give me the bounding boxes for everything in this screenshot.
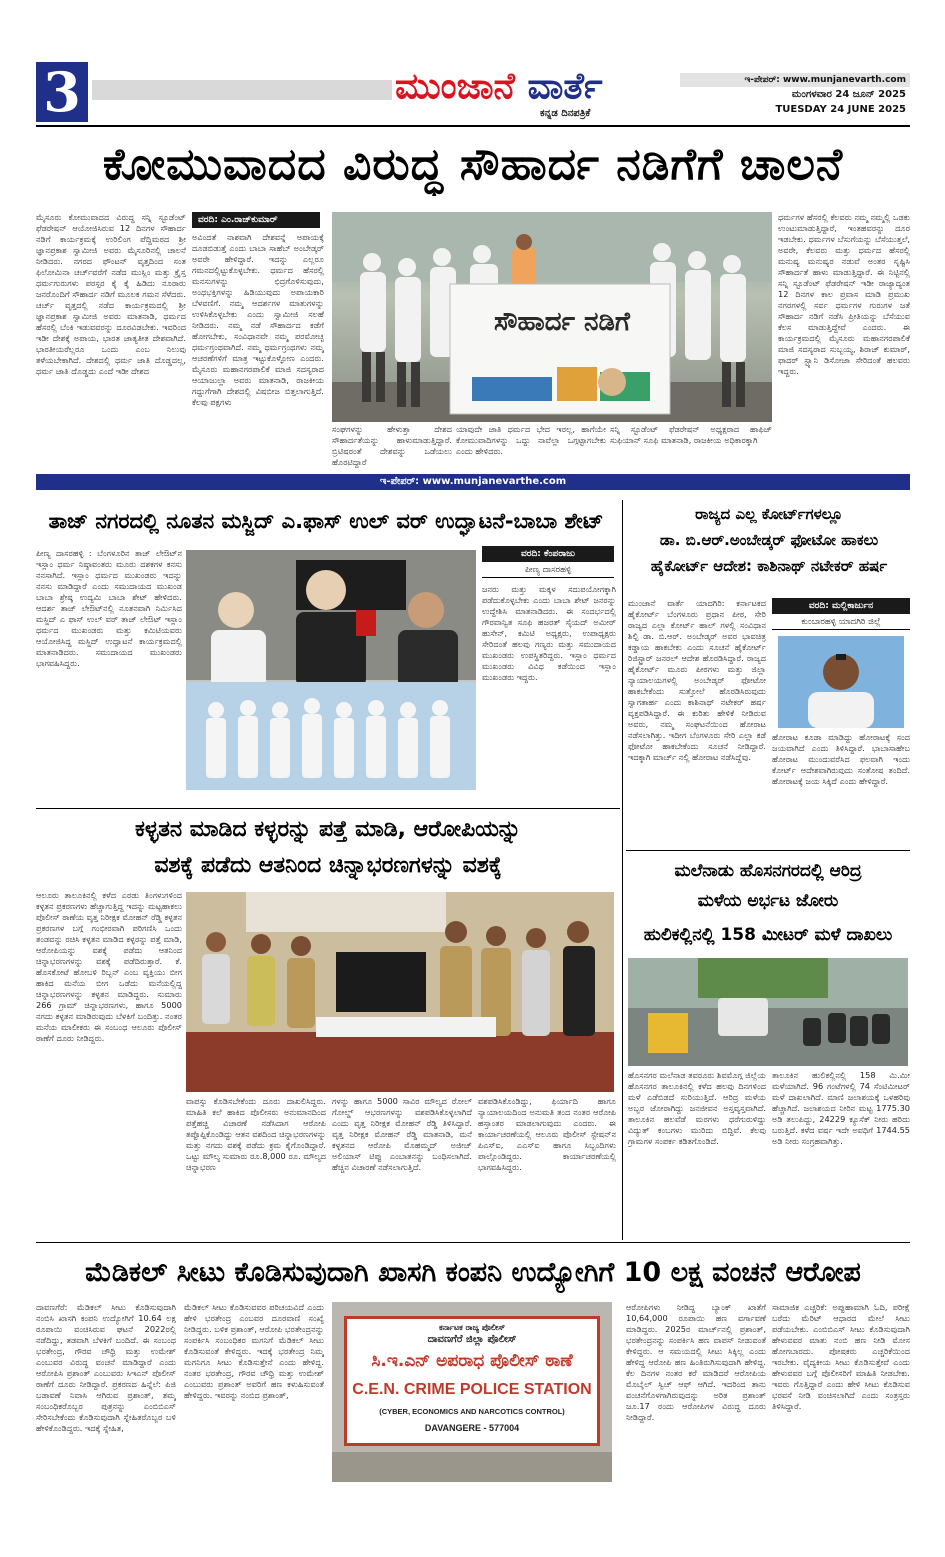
police-photo: [186, 892, 614, 1092]
article3-byline-place: ಕುಂಬಾರಹಳ್ಳಿ ಯಾದಗಿರಿ ಜಿಲ್ಲೆ: [772, 615, 910, 630]
article5-top-rule: [626, 850, 910, 851]
article3-col1: ಮುಂಜಾನೆ ವಾರ್ತೆ ಯಾದಗಿರಿ: ಕರ್ನಾಟಕದ ಹೈಕೋರ್ಟ್ ಬೆಂಗಳೂರು ಪ್ರಧಾನ ಪೀಠ, ಸೇರಿ ರಾಜ್ಯದ ಎಲ್ಲಾ ಕೋರ್ಟ್ ಹಾಲ್ ಗಳಲ್ಲಿ ಸಂವಿಧಾನ ಶಿಲ್ಪಿ ಡಾ. ಬಿ.ಆರ್. ಅಂಬೇಡ್ಕರ್ ಅವರ ಭಾವಚಿತ್ರ ಕಡ್ಡಾಯ ಹಾಕಬೇಕು ಎಂದು ಸೂಚನೆ ಹೈಕೋರ್ಟ್ ರಿಜಿಸ್ಟ್ರಾರ್ ಜನರಲ್ ಆದೇಶ ಹೊರಡಿಸಿದ್ದಾರೆ. ರಾಜ್ಯದ ಹೈಕೋರ್ಟ್ ಮೂರು ಪೀಠಗಳು ಮತ್ತು ಜಿಲ್ಲಾ ನ್ಯಾಯಾಲಯಗಳಲ್ಲಿ ಅಂಬೇಡ್ಕರ್ ಫೋಟೋ ಹಾಕಬೇಕೆಂದು ಸುತ್ತೋಲೆ ಹೊರಡಿಸಿರುವುದು ಸ್ವಾಗತಾರ್ಹ ಎಂದು ಕಾಶಿನಾಥ್ ನಟೇಕರ್ ಹರ್ಷ ವ್ಯಕ್ತಪಡಿಸಿದ್ದಾರೆ. ಈ ಕುರಿತು ಹೇಳಿಕೆ ನೀಡಿರುವ ಅವರು, ನಮ್ಮ ಸಂಘಟನೆಯಿಂದ ಹೋರಾಟ ನಡೆಸಲಾಗಿತ್ತು. ಇದೀಗ ಬೆಂಗಳೂರು ಸೇರಿ ಎಲ್ಲಾ ಕಡೆ ಫೋಟೋ ಹಾಕಬೇಕೆಂದು ಸೂಚನೆ ನೀಡಿದ್ದಾರೆ. ಇದಕ್ಕಾಗಿ ಮಾರ್ಚ್ ನಲ್ಲಿ ಹೋರಾಟ ನಡೆಸಿದ್ದೆವು.: [628, 598, 766, 762]
masthead-date-english: TUESDAY 24 JUNE 2025: [775, 104, 906, 115]
article6-headline: ಮೆಡಿಕಲ್ ಸೀಟು ಕೊಡಿಸುವುದಾಗಿ ಖಾಸಗಿ ಕಂಪನಿ ಉದ್ಯೋಗಿಗೆ 10 ಲಕ್ಷ ವಂಚನೆ ಆರೋಪ: [85, 1257, 861, 1288]
article2-col1: ಪೀಣ್ಯ ದಾಸರಹಳ್ಳಿ : ಬೆಂಗಳೂರಿನ ತಾಜ್ ಲೇಔಟ್‌ನ ಇಸ್ಲಾಂ ಧರ್ಮ ನಿಷ್ಠಾವಂತರು ಮೂರು ದಶಕಗಳ ಕನಸು ನನಸಾಗಿದೆ. ಇಸ್ಲಾಂ ಧರ್ಮದ ಮುಖಂಡರು ಇದನ್ನು ನನಸು ಮಾಡಿದ್ದಾರೆ ಎಂದು ಸಮುದಾಯದ ಮುಖಂಡ ಬಾಬಾ ಶ್ರೇಷ್ಠ ಉದ್ಯಮಿ ಬಾಬಾ ಶೇಟ್ ಹೇಳಿದರು. ಆದರ್ಶ ತಾಜ್ ಲೇಔಟ್‌ನಲ್ಲಿ ನೂತನವಾಗಿ ನಿರ್ಮಿಸಿದ ಮಸ್ಜಿದ್ ಎ ಫಾಸ್ ಉಲ್ ವರ್ ತಾಜ್ ಲೇಔಟ್ ಇಸ್ಲಾಂ ಧರ್ಮದ ಮುಖಂಡರು ಮತ್ತು ಕಮಿಟಿಯವರು ಆಯೋಜಿಸಿದ್ದ ಮಸ್ಜಿದ್ ಉದ್ಘಾಟನೆ ಕಾರ್ಯಕ್ರಮದಲ್ಲಿ ಮಾತನಾಡಿದರು. ಸಮುದಾಯದ ಮುಖಂಡರು ಭಾಗವಹಿಸಿದ್ದರು.: [36, 548, 182, 668]
masthead-left-rule: [92, 80, 392, 100]
epaper-bar[interactable]: ಇ-ಪೇಪರ್: www.munjanevarthe.com: [36, 474, 910, 490]
masthead-rule: [36, 125, 910, 127]
kashinath-photo-art: [778, 636, 904, 728]
article4-top-rule: [36, 808, 620, 809]
masthead-subtitle: ಕನ್ನಡ ದಿನಪತ್ರಿಕೆ: [540, 108, 591, 119]
article4-col4: ವಶಪಡಿಸಿಕೊಂಡಿದ್ದು, ಫಿರ್ಯಾದಿ ಹಾಗೂ ನ್ಯಾಯಾಲಯದಿಂದ ಅನುಮತಿ ತಂದ ನಂತರ ಆರೋಪಿ ಹಸ್ತಾಂತರ ಮಾಡಲಾಗುವುದು ಎಂದರು. ಈ ಕಾರ್ಯಾಚರಣೆಯಲ್ಲಿ ಆಲೂರು ಪೊಲೀಸ್ ಸ್ಟೇಷನ್‌ನ ಪಿಎಸ್‌ಐ, ಎಎಸ್‌ಐ ಹಾಗೂ ಸಿಬ್ಬಂದಿಗಳು ಪಾಲ್ಗೊಂಡಿದ್ದರು. ಕಾರ್ಯಾಚರಣೆಯಲ್ಲಿ ಭಾಗವಹಿಸಿದ್ದರು.: [478, 1096, 616, 1172]
article6-col2: ಮೆಡಿಕಲ್ ಸೀಟು ಕೊಡಿಸುವವರ ಪರಿಚಯವಿದೆ ಎಂದು ಹೇಳಿ ಭರತೇಂದ್ರ ಎಂಬವರ ದೂರವಾಣಿ ಸಂಖ್ಯೆ ನೀಡಿದ್ದರು. ಬಳಿಕ ಪ್ರಶಾಂತ್, ಆರೋಪಿ ಭರತೇಂದ್ರನನ್ನು ಸಂಪರ್ಕಿಸಿ ಸಂಬಂಧಿಕರ ಮಗನಿಗೆ ಮೆಡಿಕಲ್ ಸೀಟು ಕೊಡಿಸುವಂತೆ ಕೇಳಿದ್ದರು. ಇದಕ್ಕೆ ಭರತೇಂದ್ರ ನಿಮ್ಮ ಮಗನಿಗೂ ಸೀಟು ಕೊಡಿಸುತ್ತೇನೆ ಎಂದು ಹೇಳಿದ್ದ. ನಂತರ ಭರತೇಂದ್ರ, ಗೌರವ ಚೌಧ್ರಿ ಮತ್ತು ಉಮೇಶ್ ಎಂಬುವರು ಪ್ರಶಾಂತ್ ಅವರಿಗೆ ಹಣ ಕಳುಹಿಸುವಂತೆ ಹೇಳಿದ್ದರು. ಇವರನ್ನು ನಂಬಿದ ಪ್ರಶಾಂತ್,: [184, 1302, 324, 1400]
sign-sub: (CYBER, ECONOMICS AND NARCOTICS CONTROL): [379, 1407, 565, 1416]
page-number: 3: [43, 60, 81, 124]
article2-byline: ವರದಿ: ಕೆಂಪರಾಜು: [482, 546, 614, 562]
article1-headline: ಕೋಮುವಾದದ ವಿರುದ್ಧ ಸೌಹಾರ್ದ ನಡಿಗೆಗೆ ಚಾಲನೆ: [102, 139, 844, 190]
police-photo-art: [186, 892, 614, 1092]
masthead-title-blue: ವಾರ್ತೆ: [527, 66, 603, 107]
article6-top-rule: [36, 1242, 910, 1243]
mosque-photo-art: [186, 550, 476, 790]
article3-col2: ಹೋರಾಟ ಕೂಡಾ ಮಾಡಿದ್ದು ಹೋರಾಟಕ್ಕೆ ಸಂದ ಜಯವಾಗಿದೆ ಎಂದು ತಿಳಿಸಿದ್ದಾರೆ. ಭಾಬಾಸಾಹೇಬ ಹೋರಾಟ ಮುಂದುವರೆಸಿದ ಫಲವಾಗಿ ಇಂದು ಕೋರ್ಟ್ ಆದೇಶವಾಗಿರುವುದು ಸಂತೋಷ ತಂದಿದೆ. ಹೋರಾಟಕ್ಕೆ ಜಯ ಸಿಕ್ಕಿದೆ ಎಂದು ಹೇಳಿದ್ದಾರೆ.: [772, 732, 910, 786]
rain-photo: [628, 958, 908, 1066]
rain-photo-art: [628, 958, 908, 1066]
article6-col1: ದಾವಣಗೆರೆ: ಮೆಡಿಕಲ್ ಸೀಟು ಕೊಡಿಸುವುದಾಗಿ ನಂಬಿಸಿ ಖಾಸಗಿ ಕಂಪನಿ ಉದ್ಯೋಗಿಗೆ 10.64 ಲಕ್ಷ ರೂಪಾಯಿ ವಂಚಿಸಿರುವ ಘಟನೆ 2022ರಲ್ಲಿ ನಡೆದಿದ್ದು, ತಡವಾಗಿ ಬೆಳಕಿಗೆ ಬಂದಿದೆ. ಈ ಸಂಬಂಧ ಭರತೇಂದ್ರ, ಗೌರವ ಚೌಧ್ರಿ ಮತ್ತು ಉಮೇಶ್ ಎಂಬುವರ ವಿರುದ್ಧ ವಂಚನೆ ಮಾಡಿದ್ದಾರೆ ಎಂದು ಆರೋಪಿಸಿ ಪ್ರಶಾಂತ್ ಎಂಬುವರು ಸಿಇಎನ್ ಪೊಲೀಸ್ ಠಾಣೆಗೆ ದೂರು ನೀಡಿದ್ದಾರೆ. ಪ್ರಕರಣದ ಹಿನ್ನೆಲೆ: ಪಿಜಿ ಬಡಾವಣೆ ನಿವಾಸಿ ಆಗಿರುವ ಪ್ರಶಾಂತ್, ತಮ್ಮ ಸಂಬಂಧಿಕರೊಬ್ಬರ ಪುತ್ರನನ್ನು ಎಂಬಿಬಿಎಸ್ ಸೇರಿಸಬೇಕೆಂದು ಕೊಡಿಸುವುದಾಗಿ ಸ್ನೇಹಿತರೊಬ್ಬರ ಬಳಿ ಹೇಳಿಕೊಂಡಿದ್ದರು. ಇದಕ್ಕೆ ಸ್ನೇಹಿತ,: [36, 1302, 176, 1433]
article5-headline-line3: ಹುಲಿಕಲ್ಲಿನಲ್ಲಿ 158 ಮೀಟರ್ ಮಳೆ ದಾಖಲು: [643, 925, 893, 945]
article3-headline-line1: ರಾಜ್ಯದ ಎಲ್ಲ ಕೋರ್ಟ್‌ಗಳಲ್ಲೂ: [695, 505, 843, 523]
masthead-date-kannada: ಮಂಗಳವಾರ 24 ಜೂನ್ 2025: [791, 89, 906, 100]
article3-headline-line3: ಹೈಕೋರ್ಟ್ ಆದೇಶ: ಕಾಶಿನಾಥ್ ನಟೇಕರ್ ಹರ್ಷ: [650, 557, 888, 575]
mosque-photo: [186, 550, 476, 790]
article2-byline-place: ಪೀಣ್ಯ ದಾಸರಹಳ್ಳಿ: [482, 563, 614, 578]
article4-headline-line1: ಕಳ್ಳತನ ಮಾಡಿದ ಕಳ್ಳರನ್ನು ಪತ್ತೆ ಮಾಡಿ, ಆರೋಪಿಯನ್ನು: [135, 817, 521, 842]
page-number-box: [36, 62, 88, 122]
sign-board: [344, 1316, 600, 1446]
article6-col4: ಸಾಮಾಜಿಕ ಎಚ್ಚರಿಕೆ: ಅಪ್ಪುಹಾಮಾಗಿ ಓದಿ, ಪರೀಕ್ಷೆ ಬರೆದು ಮೆರಿಟ್ ಆಧಾರದ ಮೇಲೆ ಸೀಟು ಪಡೆಯಬೇಕು. ಎಂಬಿಬಿಎಸ್ ಸೀಟು ಕೊಡಿಸುವುದಾಗಿ ಹೇಳುವವರ ಮಾತು ನಂಬಿ ಹಣ ನೀಡಿ ಮೋಸ ಹೋಗಬಾರದು. ಪೋಷಕರು ಎಚ್ಚರಿಕೆಯಿಂದ ಇರಬೇಕು. ವೈದ್ಯಕೀಯ ಸೀಟು ಕೊಡಿಸುತ್ತೇವೆ ಎಂದು ಹೇಳುವವರ ಬಗ್ಗೆ ಪೊಲೀಸರಿಗೆ ಮಾಹಿತಿ ನೀಡಬೇಕು. ಇವರು ಗೊತ್ತಿದ್ದಾರೆ ಎಂದು ಹೇಳಿ ಸೀಟು ಕೊಡಿಸುವ ಭರವಸೆ ನೀಡಿ ವಂಚಿಸಲಾಗಿದೆ ಎಂದು ಸಂತ್ರಸ್ತರು ತಿಳಿಸಿದ್ದಾರೆ.: [772, 1302, 910, 1411]
article5-headline-line1: ಮಲೆನಾಡು ಹೊಸನಗರದಲ್ಲಿ ಆರಿದ್ರ: [674, 861, 862, 881]
cen-police-station-photo: [332, 1302, 612, 1482]
article1-col5: ಸನ್ನಿ ಸ್ಟೂಡೆಂಟ್ ಫೆಡರೇಷನ್ ಅಧ್ಯಕ್ಷರಾದ ಹಾಫಿಜ್ ಸುಫಿಯಾನ್ ಸೂಫಿ ಮಾತನಾಡಿ, ರಾಜಕೀಯ ಅಧಿಕಾರಕ್ಕಾಗಿ: [610, 424, 772, 445]
article1-col1: ಮೈಸೂರು ಕೋಮುವಾದದ ವಿರುದ್ಧ ಸನ್ನಿ ಸ್ಟೂಡೆಂಟ್ ಫೆಡರೇಷನ್ ಆಯೋಜಿಸಿರುವ 12 ದಿನಗಳ ಸೌಹಾರ್ದ ನಡಿಗೆ ಕಾರ್ಯಕ್ರಮಕ್ಕೆ ಉರಿಲಿಂಗ ಪೆದ್ದಿಮಠದ ಶ್ರೀ ಜ್ಞಾನಪ್ರಕಾಶ ಸ್ವಾಮೀಜಿ ಅವರು ಮೈಸೂರಿನಲ್ಲಿ ಚಾಲನೆ ನೀಡಿದರು. ನಗರದ ಫೌಂಟನ್ ವೃತ್ತದಿಂದ ಸಂತ ಫಿಲೋಮಿನಾ ಚರ್ಚ್‌ವರೆಗೆ ನಡೆದ ಮುಸ್ಲಿಂ ಮತ್ತು ಕ್ರೈಸ್ತ ಧರ್ಮಗುರುಗಳು ಪರಸ್ಪರ ಕೈ ಕೈ ಹಿಡಿದು ನೂರಾರು ಜನರೊಂದಿಗೆ ಸೌಹಾರ್ದ ನಡಿಗೆ ಮೂಲಕ ಗಮನ ಸೆಳೆದರು. ಚರ್ಚ್ ವೃತ್ತದಲ್ಲಿ ನಡೆದ ಕಾರ್ಯಕ್ರಮದಲ್ಲಿ ಶ್ರೀ ಜ್ಞಾನಪ್ರಕಾಶ ಸ್ವಾಮೀಜಿ ಅವರು ಮಾತನಾಡಿ, ಧರ್ಮದ ಹೆಸರಲ್ಲಿ ಬೆಂಕಿ ಇಡುವವರನ್ನು ದೂರವಿಡಬೇಕು. ಇವರಿಂದ ಇಡೀ ದೇಶಕ್ಕೆ ಅಪಾಯ, ಭಾರತ ಜಾತ್ಯತೀತ ದೇಶವಾಗಿದೆ. ಭಾರತೀಯರೆಲ್ಲರೂ ಒಂದು ಎಂಬ ನಿಲುವು ತಳೆಯಬೇಕಾಗಿದೆ. ದೇಶದಲ್ಲಿ ಧರ್ಮ ಜಾತಿ ದೊಡ್ಡದಲ್ಲ, ಧರ್ಮ ಜಾತಿ ದೊಡ್ಡದು ಎಂದೆ ಇಡೀ ದೇಶದ: [36, 212, 186, 376]
rally-banner-text: ಸೌಹಾರ್ದ ನಡಿಗೆ: [494, 307, 630, 337]
rally-photo: [332, 212, 772, 422]
sign-line2: ದಾವಣಗೆರೆ ಜಿಲ್ಲಾ ಪೊಲೀಸ್: [427, 1334, 517, 1345]
article6-col3: ಆರೋಪಿಗಳು ನೀಡಿದ್ದ ಬ್ಯಾಂಕ್ ಖಾತೆಗೆ 10,64,000 ರೂಪಾಯಿ ಹಣ ವರ್ಗಾವಣೆ ಮಾಡಿದ್ದರು. 2025ರ ಮಾರ್ಚ್‌ನಲ್ಲಿ ಪ್ರಶಾಂತ್, ಭರತೇಂದ್ರನನ್ನು ಸಂಪರ್ಕಿಸಿ ಹಣ ವಾಪಸ್ ನೀಡುವಂತೆ ಕೇಳಿದ್ದರು. ಆ ಸಮಯದಲ್ಲಿ ಸೀಟು ಸಿಕ್ಕಿಲ್ಲ ಎಂದು ಹೇಳಿದ್ದ ಆರೋಪಿ ಹಣ ಹಿಂತಿರುಗಿಸುವುದಾಗಿ ಹೇಳಿದ್ದ. ಕೆಲ ದಿನಗಳ ನಂತರ ಕರೆ ಮಾಡಿದರೆ ಆರೋಪಿಯ ಮೊಬೈಲ್ ಸ್ವಿಚ್ ಆಫ್ ಆಗಿದೆ. ಇದರಿಂದ ತಾನು ವಂಚನೆಗೊಳಗಾಗಿರುವುದನ್ನು ಅರಿತ ಪ್ರಶಾಂತ್ ಜೂ.17 ರಂದು ಆರೋಪಿಗಳ ವಿರುದ್ಧ ದೂರು ನೀಡಿದ್ದಾರೆ.: [626, 1302, 766, 1422]
sign-line1: ಕರ್ನಾಟಕ ರಾಜ್ಯ ಪೊಲೀಸ್: [438, 1323, 506, 1332]
masthead-title: [395, 64, 675, 110]
article4-headline-line2: ವಶಕ್ಕೆ ಪಡೆದು ಆತನಿಂದ ಚಿನ್ನಾಭರಣಗಳನ್ನು ವಶಕ್ಕೆ: [154, 853, 502, 878]
article4-col1: ಆಲೂರು ತಾಲೂಕಿನಲ್ಲಿ ಕಳೆದ ಎರಡು ತಿಂಗಳುಗಳಿಂದ ಕಳ್ಳತನ ಪ್ರಕರಣಗಳು ಹೆಚ್ಚಾಗುತ್ತಿದ್ದ ಇದನ್ನು ಮಟ್ಟಹಾಕಲು ಪೊಲೀಸ್ ಠಾಣೆಯ ವೃತ್ತ ನಿರೀಕ್ಷಕ ಮೋಹನ್ ರೆಡ್ಡಿ ಕಳ್ಳತನ ಪ್ರಕರಣಗಳ ಬಗ್ಗೆ ಗಂಭೀರವಾಗಿ ಪರಿಗಣಿಸಿ ಒಂದು ತಂಡವನ್ನು ರಚಿಸಿ ಕಳ್ಳತನ ಮಾಡಿದ ಕಳ್ಳರನ್ನು ಪತ್ತೆ ಮಾಡಿ, ಆರೋಪಿಯನ್ನು ವಶಕ್ಕೆ ಪಡೆದು ಆತನಿಂದ ಚಿನ್ನಾಭರಣಗಳನ್ನು ವಶಕ್ಕೆ ಪಡೆದಿರುತ್ತಾರೆ. ಕೆ. ಹೊಸಕೋಟೆ ಹೋಬಳಿ ರಿಬ್ಬನ್ ಎಂಬ ವ್ಯಕ್ತಿಯು ಬೀಗ ಹಾಕಿದ ಮನೆಯ ಬೀಗ ಒಡೆದು ಮನೆಯಲ್ಲಿದ್ದ ಚಿನ್ನಾಭರಣಗಳನ್ನು ಕಳ್ಳತನ ಮಾಡಿದ್ದರು. ಸುಮಾರು 266 ಗ್ರಾಮ್ ಚಿನ್ನಾಭರಣಗಳು, ಹಾಗೂ 5000 ನಗದು ಕಳ್ಳತನ ಮಾಡಿರುವುದು ಬೆಳಕಿಗೆ ಬಂದಿತ್ತು. ನಂತರ ಮನೆಯ ಮಾಲೀಕರು ಈ ಸಂಬಂಧ ಆಲೂರು ಪೊಲೀಸ್ ಠಾಣೆಗೆ ದೂರು ನೀಡಿದ್ದರು.: [36, 890, 182, 1043]
article4-col2: ವಾಪಸ್ಸು ಕೊಡಿಸಬೇಕೆಂದು ದೂರು ದಾಖಲಿಸಿದ್ದರು. ಮಾಹಿತಿ ಕಲೆ ಹಾಕಿದ ಪೊಲೀಸರು ಅನುಮಾನದಿಂದ ಪತ್ತೆಹಚ್ಚಿ ವಿಚಾರಣೆ ನಡೆಸಿದಾಗ ಆರೋಪಿ ತಪ್ಪೊಪ್ಪಿಕೊಂಡಿದ್ದು ಆತನ ವಶದಿಂದ ಚಿನ್ನಾಭರಣಗಳನ್ನು ಮತ್ತು ನಗದು ವಶಕ್ಕೆ ಪಡೆದು ಕ್ರಮ ಕೈಗೊಂಡಿದ್ದಾರೆ. ಒಟ್ಟು ಮೌಲ್ಯ ಸುಮಾರು ರೂ.8,000 ರೂ. ಮೌಲ್ಯದ ಚಿನ್ನಾಭರಣ: [186, 1096, 326, 1172]
article5-col1: ಹೊಸನಗರ ಮಲೆನಾಡ ತವರೂರು ಶಿವಮೊಗ್ಗ ಜಿಲ್ಲೆಯ ಹೊಸನಗರ ತಾಲೂಕಿನಲ್ಲಿ ಕಳೆದ ಹಲವು ದಿನಗಳಿಂದ ಮಳೆ ಎಡೆಬಿಡದೆ ಸುರಿಯುತ್ತಿದೆ. ಆರಿದ್ರ ಮಳೆಯ ಅಬ್ಬರ ಜೋರಾಗಿದ್ದು ಜನಜೀವನ ಅಸ್ತವ್ಯಸ್ತವಾಗಿದೆ. ತಾಲೂಕಿನ ಹಲವೆಡೆ ಮರಗಳು ಧರೆಗುರುಳಿದ್ದು ವಿದ್ಯುತ್ ಕಂಬಗಳು ಮುರಿದು ಬಿದ್ದಿವೆ. ಕೆಲವು ಗ್ರಾಮಗಳ ಸಂಪರ್ಕ ಕಡಿತಗೊಂಡಿದೆ.: [628, 1070, 766, 1146]
article2-headline: ತಾಜ್ ನಗರದಲ್ಲಿ ನೂತನ ಮಸ್ಜಿದ್ ಎ.ಫಾಸ್ ಉಲ್ ವರ್ ಉದ್ಘಾಟನೆ-ಬಾಬಾ ಶೇಟ್: [48, 509, 604, 533]
article5-headline-line2: ಮಳೆಯ ಅರ್ಭಟ ಜೋರು: [697, 891, 839, 911]
article3-byline: ವರದಿ: ಮಲ್ಲಿಕಾರ್ಜುನ: [772, 598, 910, 614]
kashinath-photo: [778, 636, 904, 728]
sign-kannada: ಸಿ.ಇ.ಎನ್ ಅಪರಾಧ ಪೊಲೀಸ್ ಠಾಣೆ: [371, 1351, 573, 1371]
article1-col2: ಅವಿಂದತೆ ನಾಶವಾಗಿ ದೇಶವನ್ನೆ ಅಪಾಯಕ್ಕೆ ದೂಡಬಿಡುತ್ತೆ ಎಂದು ಬಾಬಾ ಸಾಹೆಬ್ ಅಂಬೇಡ್ಕರ್ ಅವರೇ ಹೇಳಿದ್ದಾರೆ. ಇದನ್ನು ಎಲ್ಲರೂ ಗಮನದಲ್ಲಿಟ್ಟುಕೊಳ್ಳಬೇಕು. ಧರ್ಮದ ಹೆಸರಲ್ಲಿ ಮನಸುಗಳನ್ನು ಛಿದ್ರಗೊಳಿಸುವುದು, ಅಂಧಭಕ್ತಿಗಳನ್ನು ಹಿಡಿಯುವುದು ಅಪಾಯಕಾರಿ ಬೆಳವಣಿಗೆ. ನಮ್ಮ ಆದರ್ಶಗಳ ಮಾತುಗಳನ್ನು ಉಳಿಸಿಕೊಳ್ಳಬೇಕು ಎಂದು ಸ್ವಾಮೀಜಿ ಸಲಹೆ ನೀಡಿದರು. ನಮ್ಮ ನಡೆ ಸೌಹಾರ್ದದ ಕಡೆಗೆ ಹೋಗಬೇಕು, ಸಂವಿಧಾನವೇ ನಮ್ಮ ಪರಮೋಚ್ಛ ಧರ್ಮಗ್ರಂಥವಾಗಿದೆ. ನಮ್ಮ ಧರ್ಮಗ್ರಂಥಗಳು ನಮ್ಮ ಆಚರಣೆಗಳಿಗೆ ಮಾತ್ರ ಇಟ್ಟುಕೊಳ್ಳೋಣ ಎಂದರು. ಮೈಸೂರು ಮಹಾನಗರಪಾಲಿಕೆ ಮಾಜಿ ಸದಸ್ಯರಾದ ಆಯಾಜುಲ್ಲಾ ಅವರು ಮಾತನಾಡಿ, ರಾಜಕೀಯ ಗದ್ದುಗೆಗಾಗಿ ದೇಶದಲ್ಲಿ ವಿಷಬೀಜ ಬಿತ್ತಲಾಗುತ್ತಿದೆ. ಕೆಲವು ಪಕ್ಷಗಳು: [192, 232, 324, 407]
article1-col6: ಧರ್ಮಗಳ ಹೆಸರಲ್ಲಿ ಕೆಲವರು ನಮ್ಮ ನಮ್ಮಲ್ಲಿ ಒಡಕು ಉಂಟುಮಾಡುತ್ತಿದ್ದಾರೆ, ಇಂತಹವರನ್ನು ದೂರ ಇಡಬೇಕು. ಧರ್ಮಗಳ ಬೆಸುಗೆಯನ್ನು ಬೆಸೆಯುತ್ತಲೆ, ಅವರೇ, ಕೆಲವರು ಮತ್ತು ಧರ್ಮದ ಹೆಸರಲ್ಲಿ ಮನುಷ್ಯ ಮನುಷ್ಯರ ನಡುವೆ ಅಂತರ ಸೃಷ್ಟಿಸಿ ಸೌಹಾರ್ದತೆ ಹಾಳು ಮಾಡುತ್ತಿದ್ದಾರೆ. ಈ ನಿಟ್ಟಿನಲ್ಲಿ ಸನ್ನಿ ಸ್ಟೂಡೆಂಟ್ ಫೆಡರೇಷನ್ ಇಡೀ ರಾಜ್ಯಾದ್ಯಂತ 12 ದಿನಗಳ ಕಾಲ ಪ್ರವಾಸ ಮಾಡಿ ಪ್ರಮುಖ ನಗರಗಳಲ್ಲಿ ಸರ್ವ ಧರ್ಮಗಳ ಗುರುಗಳ ಜತೆ ಸೌಹಾರ್ದ ನಡಿಗೆ ನಡೆಸಿ ಪ್ರೀತಿಯನ್ನು ಬೆಸೆಯುವ ಕೆಲಸ ಮಾಡುತ್ತಿದ್ದೇವೆ ಎಂದರು. ಈ ಕಾರ್ಯಕ್ರಮದಲ್ಲಿ ಮೈಸೂರು ಮಹಾನಗರಪಾಲಿಕೆ ಮಾಜಿ ಸದಸ್ಯರಾದ ಸುಬ್ಬಯ್ಯ, ಶಿರಾಜ್ ಕುಮಾರ್, ಫಾದರ್ ಸ್ಟ್ಯಾನಿ ಡಿಸೋಜಾ ಸೇರಿದಂತೆ ಹಲವರು ಇದ್ದರು.: [778, 212, 910, 376]
article3-headline-line2: ಡಾ. ಬಿ.ಆರ್.ಅಂಬೇಡ್ಕರ್ ಫೋಟೋ ಹಾಕಲು: [659, 531, 879, 549]
article4-col3: ಗಳನ್ನು ಹಾಗೂ 5000 ಸಾವಿರ ಮೌಲ್ಯದ ರೋಲ್ ಗೋಲ್ಡ್ ಆಭರಣಗಳನ್ನು ವಶಪಡಿಸಿಕೊಳ್ಳಲಾಗಿದೆ ಎಂದು ವೃತ್ತ ನಿರೀಕ್ಷಕ ಮೋಹನ್ ರೆಡ್ಡಿ ತಿಳಿಸಿದ್ದಾರೆ. ವೃತ್ತ ನಿರೀಕ್ಷಕ ಮೋಹನ್ ರೆಡ್ಡಿ ಮಾತನಾಡಿ, ಮನೆ ಕಳ್ಳತನದ ಆರೋಪಿ ಮೊಹಮ್ಮದ್ ಅಜೀಜ್ ಅಲಿಯಾಸ್ ಟಿಪ್ಪು ಎಂಬಾತನನ್ನು ಬಂಧಿಸಲಾಗಿದೆ. ಹೆಚ್ಚಿನ ವಿಚಾರಣೆ ನಡೆಸಲಾಗುತ್ತಿದೆ.: [332, 1096, 472, 1172]
article1-col3: ಸಂಘಗಳನ್ನು ಹೇಳುತ್ತಾ ದೇಶದ ಸೌಹಾರ್ದತೆಯನ್ನು ಹಾಳುಮಾಡುತ್ತಿದ್ದಾರೆ. ಬ್ರಿಟಿಷರಂತೆ ದೇಶವನ್ನು ಒಡೆಯಲು ಹೊರಟಿದ್ದಾರೆ: [332, 424, 452, 467]
article1-byline: ವರದಿ: ಎಂ.ರಾಜ್‌ಕುಮಾರ್: [192, 212, 320, 228]
article1-col4: ಯಾವುದೇ ಜಾತಿ ಧರ್ಮದ ಭೇದ ಇರಲ್ಲ, ಹಾಗೆಯೇ ಕೋಮುವಾದಿಗಳನ್ನು ಒದ್ದು ನಾವೆಲ್ಲಾ ಒಗ್ಗಟ್ಟಾಗಬೇಕು ಎಂದು ಹೇಳಿದರು.: [456, 424, 606, 456]
sign-english: C.E.N. CRIME POLICE STATION: [352, 1381, 592, 1398]
vertical-divider: [622, 500, 623, 1240]
masthead-epaper[interactable]: ಇ-ಪೇಪರ್: www.munjanevarth.com: [680, 73, 910, 87]
article2-col2: ಜನರು ಮತ್ತು ಮಕ್ಕಳ ಸದುಪಯೋಗಕ್ಕಾಗಿ ಪಡೆದುಕೊಳ್ಳಬೇಕು ಎಂದು ಬಾಬಾ ಶೇಟ್ ಜನರನ್ನು ಉದ್ದೇಶಿಸಿ ಮಾತನಾಡಿದರು. ಈ ಸಂದರ್ಭದಲ್ಲಿ ಗೌರವಾನ್ವಿತ ಸೂಫಿ ಹಜರತ್ ಸೈಯದ್ ಅಮೀರ್ ಹುಸೇನ್, ಕಮಿಟಿ ಅಧ್ಯಕ್ಷರು, ಉಪಾಧ್ಯಕ್ಷರು ಸೇರಿದಂತೆ ಹಲವು ಗಣ್ಯರು ಮತ್ತು ಸಮುದಾಯದ ಮುಖಂಡರು ಉಪಸ್ಥಿತರಿದ್ದರು. ಇಸ್ಲಾಂ ಧರ್ಮದ ಮುಖಂಡರು ವಿವಿಧ ಕಡೆಯಿಂದ ಇಸ್ಲಾಂ ಮುಖಂಡರು ಇದ್ದರು.: [482, 584, 616, 682]
sign-wall: [332, 1452, 612, 1482]
masthead-title-red: ಮುಂಜಾನೆ: [395, 66, 515, 107]
sign-city: DAVANGERE - 577004: [424, 1423, 520, 1433]
article5-col2: ತಾಲೂಕಿನ ಹುಲಿಕಲ್ಲಿನಲ್ಲಿ 158 ಮಿ.ಮೀ ಮಳೆಯಾಗಿದೆ. 96 ಗಂಟೆಗಳಲ್ಲಿ 74 ಸೆಂಟಿಮೀಟರ್ ಮಳೆ ದಾಖಲಾಗಿದೆ. ಮಾಣಿ ಜಲಾಶಯಕ್ಕೆ ಒಳಹರಿವು ಹೆಚ್ಚಾಗಿದೆ. ಜಲಾಶಯದ ನೀರಿನ ಮಟ್ಟ 1775.30 ಅಡಿ ತಲುಪಿದ್ದು, 24229 ಕ್ಯೂಸೆಕ್ ನೀರು ಹರಿದು ಬರುತ್ತಿದೆ. ಕಳೆದ ವರ್ಷ ಇದೇ ಅವಧಿಗೆ 1744.55 ಅಡಿ ನೀರು ಸಂಗ್ರಹವಾಗಿತ್ತು.: [772, 1070, 910, 1146]
